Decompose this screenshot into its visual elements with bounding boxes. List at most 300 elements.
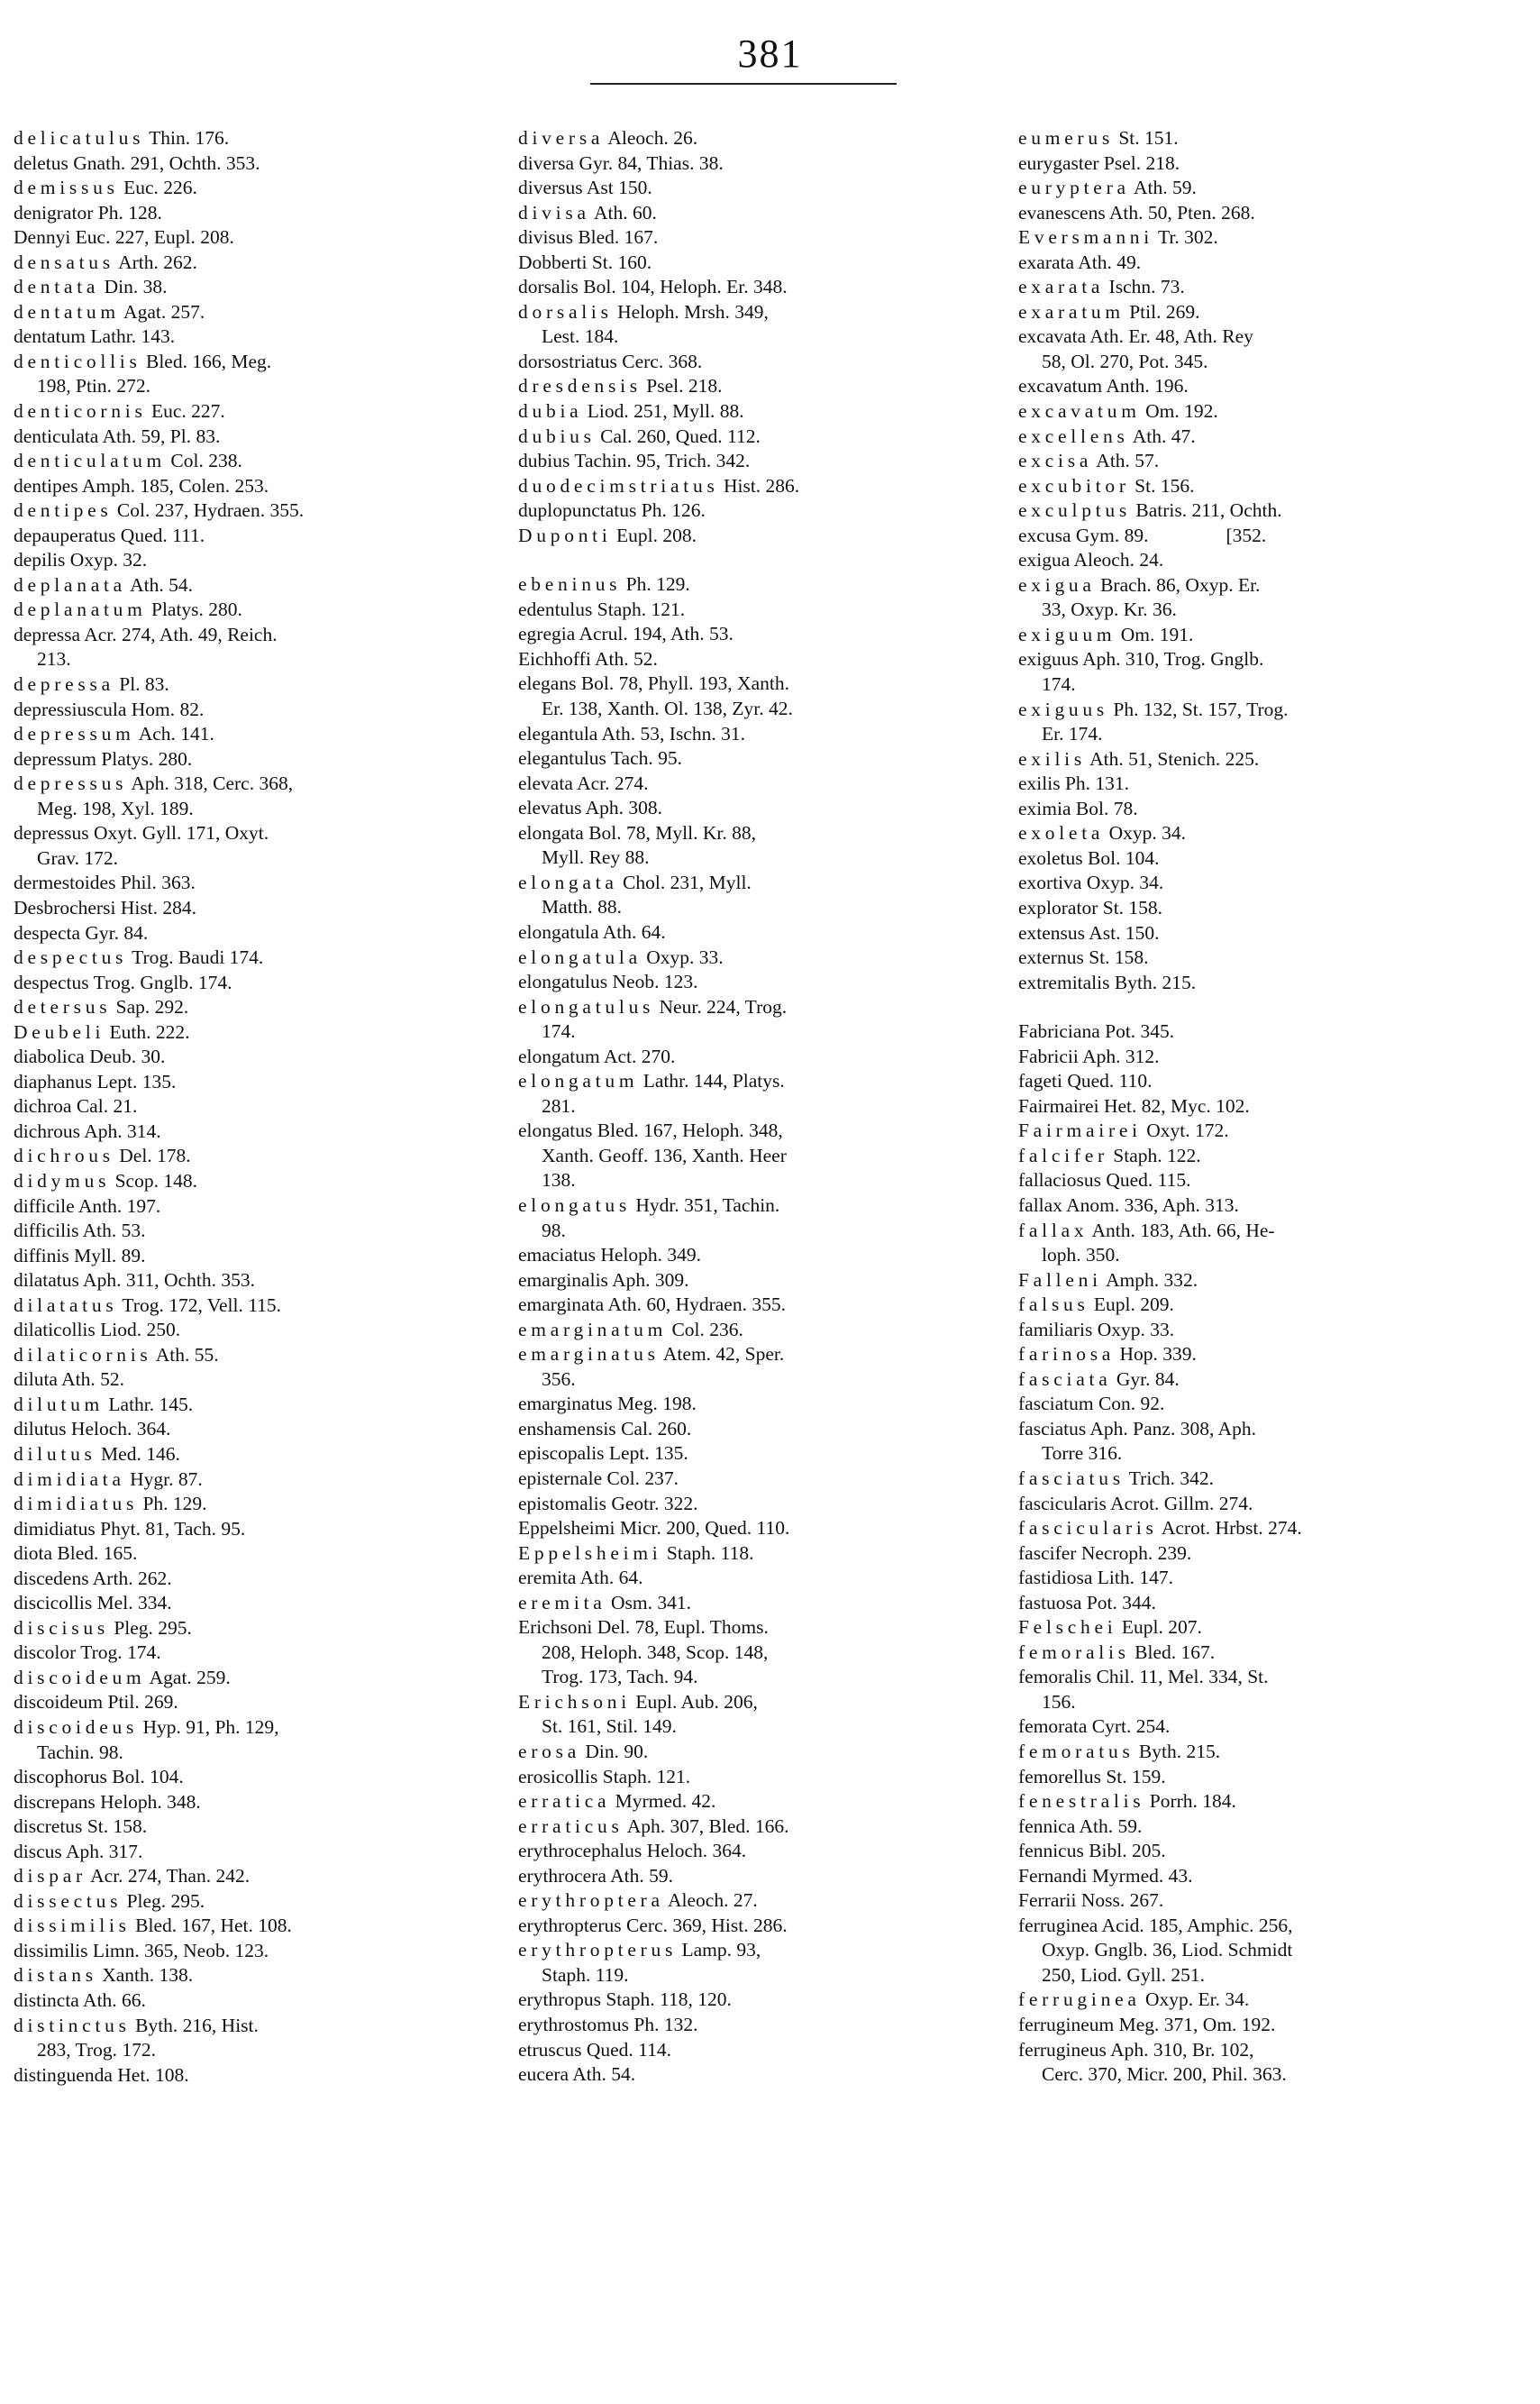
entry-headword: elongatus <box>518 1193 631 1216</box>
entry-references: Lept. 135. <box>92 1070 177 1092</box>
entry-headword: erratica <box>518 1790 611 1813</box>
entry-headword: dermestoides <box>14 872 116 894</box>
index-entry <box>518 598 1000 623</box>
entry-headword: diabolica <box>14 1046 85 1068</box>
entry-headword: diluta <box>14 1368 58 1391</box>
index-entry <box>518 498 1000 524</box>
entry-headword: distinguenda <box>14 2063 113 2086</box>
entry-references: Hop. 339. <box>1115 1343 1197 1366</box>
entry-headword: ferruginea <box>1018 1914 1098 1936</box>
index-entry <box>518 1789 1000 1814</box>
entry-references: St. 159. <box>1100 1765 1166 1787</box>
entry-headword: Deubeli <box>14 1020 105 1043</box>
index-entry <box>14 548 496 573</box>
entry-headword: dichrous <box>14 1120 81 1142</box>
index-entry <box>518 995 1000 1045</box>
entry-references: Bled. 167. <box>572 226 659 249</box>
entry-headword: dilaticollis <box>14 1319 96 1341</box>
entry-references: Ach. 141. <box>134 723 214 745</box>
entry-references: Heloch. 364. <box>66 1418 171 1440</box>
entry-headword: despectus <box>14 971 89 993</box>
entry-references: Lamp. 93, Staph. 119. <box>542 1939 761 1986</box>
entry-headword: depressum <box>14 723 135 745</box>
entry-headword: distincta <box>14 1989 79 2012</box>
index-entry <box>1018 1864 1478 1889</box>
index-entry <box>1018 1591 1478 1616</box>
entry-references: Aleoch. 27. <box>663 1889 758 1912</box>
entry-headword: exilis <box>1018 747 1086 770</box>
entry-references: Ath. 60. <box>589 201 657 224</box>
entry-references: Eupl. 208. <box>611 524 697 546</box>
entry-references: Psel. 218. <box>1098 151 1180 174</box>
index-entry <box>1018 1219 1478 1268</box>
index-entry <box>518 251 1000 276</box>
entry-references: Aph. Panz. 308, Aph. Torre 316. <box>1042 1417 1256 1465</box>
entry-headword: eremita <box>518 1567 577 1589</box>
index-entry <box>1018 1392 1478 1417</box>
entry-headword: elegantula <box>518 722 598 745</box>
index-entry <box>518 2038 1000 2063</box>
index-entry <box>1018 1268 1478 1293</box>
entry-headword: Erichsoni <box>518 1616 593 1639</box>
index-entry <box>518 1591 1000 1616</box>
entry-references: Arth. 262. <box>114 251 197 273</box>
entry-headword: Eppelsheimi <box>518 1517 615 1540</box>
entry-headword: discoideum <box>14 1691 104 1714</box>
entry-references: Thin. 176. <box>144 127 230 149</box>
entry-headword: elongatulus <box>518 971 608 993</box>
entry-headword: Fernandi <box>1018 1864 1088 1887</box>
index-entry <box>518 1938 1000 1988</box>
index-entry <box>518 1392 1000 1417</box>
entry-references: Ath. 59. <box>606 1864 673 1887</box>
entry-headword: episternale <box>518 1467 603 1489</box>
index-entry <box>518 672 1000 721</box>
index-entry <box>518 1988 1000 2013</box>
entry-references: Ath. 64. <box>576 1567 643 1589</box>
entry-headword: elongatula <box>518 920 599 943</box>
index-entry <box>518 225 1000 251</box>
entry-headword: elongata <box>518 821 584 844</box>
index-entry <box>14 474 496 499</box>
entry-headword: elongatula <box>518 946 642 968</box>
entry-references: Batris. 211, Ochth. <box>1130 499 1282 522</box>
entry-headword: discicollis <box>14 1592 93 1614</box>
index-entry <box>1018 1988 1478 2013</box>
entry-references: Necroph. 239. <box>1076 1541 1192 1564</box>
entry-headword: Eichhoffi <box>518 647 591 670</box>
entry-references: Cal. 21. <box>71 1095 138 1118</box>
index-entry <box>1018 1318 1478 1343</box>
index-entry <box>1018 1492 1478 1517</box>
entry-headword: divisus <box>518 226 573 249</box>
index-entry <box>14 2014 496 2063</box>
index-entry <box>518 176 1000 201</box>
entry-headword: evanescens <box>1018 201 1106 224</box>
index-entry <box>1018 1094 1478 1120</box>
entry-references: Acr. 274. <box>572 772 649 794</box>
entry-headword: etruscus <box>518 2038 582 2061</box>
entry-headword: despectus <box>14 946 128 969</box>
index-entry <box>1018 747 1478 772</box>
index-entry <box>518 275 1000 300</box>
entry-headword: fenestralis <box>1018 1790 1145 1813</box>
entry-headword: elegans <box>518 672 577 695</box>
index-entry <box>1018 225 1478 251</box>
entry-headword: erythropterus <box>518 1939 678 1961</box>
index-entry <box>14 1244 496 1269</box>
page-number: 381 <box>737 32 803 76</box>
index-entry <box>14 573 496 599</box>
entry-references: Heloph. 349. <box>595 1244 702 1266</box>
entry-references: Bled. 167. <box>1129 1641 1216 1663</box>
index-entry <box>14 1268 496 1293</box>
index-entry <box>1018 1516 1478 1541</box>
entry-references: Staph. 121. <box>597 1765 691 1787</box>
index-entry <box>518 1566 1000 1591</box>
index-entry <box>14 1939 496 1964</box>
entry-headword: Fairmairei <box>1018 1120 1142 1142</box>
entry-references: Tachin. 95, Trich. 342. <box>570 450 751 472</box>
entry-headword: femorellus <box>1018 1765 1101 1787</box>
index-entry <box>14 698 496 723</box>
index-entry <box>1018 1765 1478 1790</box>
entry-headword: extremitalis <box>1018 971 1110 993</box>
index-entry <box>518 1045 1000 1070</box>
entry-headword: exilis <box>1018 772 1061 795</box>
entry-references: Staph. 118, 120. <box>600 1988 732 2011</box>
index-entry <box>518 1690 1000 1740</box>
entry-references: Pl. 83. <box>114 673 169 696</box>
index-entry <box>14 399 496 425</box>
index-entry <box>14 1616 496 1641</box>
entry-references: Eupl. Aub. 206, St. 161, Stil. 149. <box>542 1690 758 1738</box>
index-entry <box>518 1342 1000 1392</box>
entry-headword: discophorus <box>14 1766 107 1788</box>
index-entry <box>1018 524 1478 549</box>
entry-headword: erythropus <box>518 1988 601 2011</box>
entry-headword: explorator <box>1018 896 1098 919</box>
entry-headword: femoralis <box>1018 1666 1092 1688</box>
entry-headword: erythroptera <box>518 1889 664 1912</box>
entry-references: Eupl. 209. <box>1089 1293 1174 1316</box>
index-entry <box>1018 1541 1478 1567</box>
index-entry <box>1018 1019 1478 1045</box>
entry-headword: discedens <box>14 1567 89 1589</box>
entry-headword: Dennyi <box>14 226 71 249</box>
entry-references: Euc. 226. <box>118 177 197 199</box>
index-entry <box>518 1268 1000 1293</box>
index-entry <box>14 1567 496 1592</box>
entry-references: St. 151. <box>1113 127 1179 149</box>
entry-headword: detersus <box>14 996 112 1019</box>
entry-headword: eximia <box>1018 797 1071 819</box>
index-entry <box>14 896 496 921</box>
entry-headword: eucera <box>518 2063 570 2086</box>
entry-references: Gyr. 84, Thias. 38. <box>574 151 724 174</box>
entry-headword: divisa <box>518 201 590 224</box>
entry-headword: Eversmanni <box>1018 226 1153 249</box>
entry-headword: demissus <box>14 177 119 199</box>
entry-headword: erythrocera <box>518 1864 606 1887</box>
index-entry <box>518 821 1000 871</box>
index-entry <box>14 498 496 524</box>
entry-references: Ptil. 269. <box>1124 300 1200 323</box>
entry-references: Col. 237, Hydraen. 355. <box>112 499 305 522</box>
entry-references: Amph. 185, Colen. 253. <box>77 474 269 497</box>
entry-headword: fageti <box>1018 1070 1062 1092</box>
entry-headword: denigrator <box>14 201 94 224</box>
entry-headword: exigua <box>1018 549 1071 571</box>
entry-headword: erythrocephalus <box>518 1840 642 1862</box>
index-entry <box>1018 399 1478 425</box>
entry-references: Cal. 260, Qued. 112. <box>595 425 761 447</box>
index-entry <box>14 1988 496 2014</box>
index-entry <box>14 1864 496 1889</box>
index-entry <box>14 126 496 151</box>
index-entry <box>1018 176 1478 201</box>
index-entry <box>14 201 496 226</box>
entry-headword: depressa <box>14 673 114 696</box>
entry-references: Gyr. 84. <box>1111 1367 1180 1390</box>
index-entry <box>1018 251 1478 276</box>
entry-headword: fasciata <box>1018 1367 1112 1390</box>
entry-headword: Erichsoni <box>518 1690 631 1713</box>
entry-references: Gym. 89. [352. <box>1071 524 1267 546</box>
entry-headword: dubius <box>518 425 596 447</box>
entry-headword: duplopunctatus <box>518 499 637 522</box>
entry-references: Trog. 174. <box>76 1641 161 1664</box>
index-column-2 <box>518 126 1000 2088</box>
entry-references: Act. 270. <box>599 1045 676 1067</box>
index-entry <box>1018 324 1478 374</box>
index-entry <box>14 1889 496 1915</box>
entry-headword: dilatatus <box>14 1269 79 1292</box>
entry-headword: fasciatus <box>1018 1467 1125 1489</box>
entry-headword: deletus <box>14 151 68 174</box>
entry-references: Acrot. Hrbst. 274. <box>1157 1517 1302 1540</box>
entry-references: Euc. 227, Eupl. 208. <box>70 226 234 249</box>
index-entry <box>518 399 1000 425</box>
entry-references: Atem. 42, Sper. 356. <box>542 1343 785 1390</box>
entry-headword: Fairmairei <box>1018 1094 1099 1117</box>
index-entry <box>1018 698 1478 747</box>
entry-references: Myll. 89. <box>68 1244 146 1266</box>
entry-references: Col. 237. <box>602 1467 679 1489</box>
entry-references: St. 158. <box>1083 946 1149 969</box>
entry-headword: exculptus <box>1018 499 1131 522</box>
entry-headword: erosa <box>518 1741 581 1762</box>
entry-references: Con. 92. <box>1093 1393 1165 1415</box>
index-entry <box>518 746 1000 772</box>
index-entry <box>518 1293 1000 1318</box>
entry-headword: exaratum <box>1018 300 1125 323</box>
entry-headword: familiaris <box>1018 1318 1093 1340</box>
entry-headword: depressiuscula <box>14 698 127 720</box>
index-entry <box>1018 1342 1478 1367</box>
entry-references: Gyr. 84. <box>80 921 149 944</box>
index-entry <box>518 126 1000 151</box>
entry-references: Tr. 302. <box>1153 226 1218 249</box>
entry-references: Ph. 131. <box>1060 772 1130 795</box>
index-entry <box>518 350 1000 375</box>
index-entry <box>14 772 496 821</box>
entry-references: Chol. 231, Myll. Matth. 88. <box>542 871 752 919</box>
entry-references: Ischn. 73. <box>1104 276 1185 298</box>
entry-references: Ph. 129. <box>138 1493 207 1515</box>
entry-references: St. 158. <box>82 1815 148 1838</box>
entry-headword: fasciatum <box>1018 1393 1094 1415</box>
index-entry <box>14 1715 496 1765</box>
index-entry <box>518 1441 1000 1467</box>
entry-references: Porrh. 184. <box>1144 1790 1236 1813</box>
entry-references: Myrmed. 42. <box>610 1790 716 1813</box>
entry-headword: delicatulus <box>14 127 145 149</box>
entry-headword: femoratus <box>1018 1741 1134 1762</box>
entry-references: Qued. 111. <box>115 524 205 546</box>
index-entry <box>14 598 496 623</box>
index-entry <box>1018 573 1478 623</box>
index-entry <box>14 151 496 177</box>
entry-references: Tach. 95. <box>606 747 683 770</box>
index-entry <box>518 722 1000 747</box>
index-entry <box>518 1467 1000 1492</box>
entry-references: Oxyp. 34. <box>1081 872 1164 894</box>
entry-references: Brach. 86, Oxyp. Er. 33, Oxyp. Kr. 36. <box>1042 573 1261 621</box>
entry-references: Acr. 274, Ath. 49, Reich. 213. <box>37 623 278 671</box>
index-entry <box>14 350 496 399</box>
entry-references: Bled. 167, Het. 108. <box>130 1915 292 1937</box>
entry-headword: dentatum <box>14 325 87 348</box>
index-entry <box>1018 1641 1478 1666</box>
entry-references: Hist. 284. <box>115 896 197 919</box>
entry-references: Trich. 342. <box>1124 1467 1214 1489</box>
index-entry <box>1018 1144 1478 1169</box>
entry-headword: discoideus <box>14 1716 139 1738</box>
entry-headword: femoralis <box>1018 1641 1130 1663</box>
entry-references: Aph. 312. <box>1078 1045 1160 1067</box>
entry-headword: Duponti <box>518 524 612 546</box>
index-entry <box>1018 474 1478 499</box>
entry-headword: dubius <box>518 450 570 472</box>
index-entry <box>1018 896 1478 921</box>
entry-headword: Felschei <box>1018 1616 1117 1639</box>
entry-references: Col. 236. <box>667 1318 743 1340</box>
index-entry <box>14 1169 496 1194</box>
index-entry <box>14 971 496 996</box>
index-entry <box>14 946 496 971</box>
index-entry <box>518 1318 1000 1343</box>
entry-headword: duodecimstriatus <box>518 474 719 497</box>
entry-references: Phyt. 81, Tach. 95. <box>95 1517 246 1540</box>
index-entry <box>1018 498 1478 524</box>
entry-headword: fallax <box>1018 1193 1062 1216</box>
entry-references: Bled. 166, Meg. 198, Ptin. 272. <box>37 350 272 398</box>
index-entry <box>14 2063 496 2089</box>
entry-references: Liod. 251, Myll. 88. <box>582 400 744 423</box>
index-entry <box>1018 1615 1478 1641</box>
entry-headword: elongatum <box>518 1070 639 1092</box>
entry-references: Aleoch. 24. <box>1070 549 1164 571</box>
entry-headword: ebeninus <box>518 573 622 596</box>
index-entry <box>1018 647 1478 697</box>
entry-references: Neob. 123. <box>607 971 698 993</box>
index-entry <box>1018 1045 1478 1070</box>
index-entry <box>1018 548 1478 573</box>
entry-headword: diota <box>14 1542 52 1565</box>
header-rule <box>590 83 897 85</box>
entry-references: Aph. 318, Cerc. 368, Meg. 198, Xyl. 189. <box>37 772 294 819</box>
entry-references: Ath. 54. <box>569 2063 636 2086</box>
index-entry <box>1018 1367 1478 1393</box>
entry-headword: dilaticornis <box>14 1343 152 1366</box>
entry-headword: dimidiatus <box>14 1493 139 1515</box>
entry-headword: difficile <box>14 1194 75 1217</box>
entry-headword: diaphanus <box>14 1070 93 1092</box>
entry-references: Het. 82, Myc. 102. <box>1098 1094 1250 1117</box>
entry-headword: dimidiata <box>14 1467 125 1490</box>
entry-references: Heloph. Mrsh. 349, Lest. 184. <box>542 300 769 348</box>
entry-headword: enshamensis <box>518 1417 616 1440</box>
entry-references: Acr. 274, Than. 242. <box>86 1865 251 1888</box>
index-entry <box>14 300 496 325</box>
index-entry <box>14 524 496 549</box>
entry-references: Ath. 53. <box>78 1220 146 1242</box>
index-entry <box>1018 1714 1478 1740</box>
entry-headword: dissimilis <box>14 1939 88 1961</box>
entry-references: Byth. 215. <box>1109 971 1197 993</box>
entry-references: Ph. 132. <box>629 2014 698 2036</box>
entry-references: Agat. 259. <box>145 1666 231 1688</box>
index-entry <box>14 1293 496 1319</box>
entry-headword: externus <box>1018 946 1084 969</box>
entry-references: Aph. 309. <box>607 1268 689 1291</box>
entry-headword: Ferrarii <box>1018 1889 1077 1912</box>
entry-references: Oxyt. 172. <box>1141 1120 1229 1142</box>
index-entry <box>14 1367 496 1393</box>
index-entry <box>14 1591 496 1616</box>
entry-references: Ph. 126. <box>636 499 706 522</box>
entry-headword: discolor <box>14 1641 77 1664</box>
index-entry <box>518 871 1000 920</box>
index-entry <box>518 1839 1000 1864</box>
entry-headword: fastuosa <box>1018 1591 1082 1613</box>
entry-headword: excavatum <box>1018 375 1103 398</box>
index-entry <box>518 622 1000 647</box>
index-entry <box>1018 300 1478 325</box>
entry-headword: exigua <box>1018 573 1096 596</box>
entry-headword: erythropterus <box>518 1914 622 1936</box>
entry-headword: dichrous <box>14 1145 114 1167</box>
entry-references: Pot. 345. <box>1099 1020 1175 1043</box>
entry-headword: elegantulus <box>518 747 606 770</box>
entry-headword: diffinis <box>14 1244 69 1266</box>
entry-headword: Fabriciana <box>1018 1020 1100 1043</box>
entry-references: Oxyp. Er. 34. <box>1140 1988 1250 2011</box>
entry-headword: episcopalis <box>518 1442 605 1465</box>
entry-headword: elongata <box>518 871 618 893</box>
entry-references: Bol. 78, Myll. Kr. 88, Myll. Rey 88. <box>542 821 756 869</box>
entry-references: Trog. 172, Vell. 115. <box>117 1293 282 1316</box>
entry-headword: dentata <box>14 276 100 298</box>
index-column-3 <box>1018 126 1478 2088</box>
entry-headword: erraticus <box>518 1814 624 1837</box>
entry-headword: elongatulus <box>518 995 655 1018</box>
index-entry <box>518 1740 1000 1765</box>
entry-references: Euth. 222. <box>105 1020 190 1043</box>
entry-headword: diversa <box>518 151 575 174</box>
index-entry <box>14 1417 496 1442</box>
